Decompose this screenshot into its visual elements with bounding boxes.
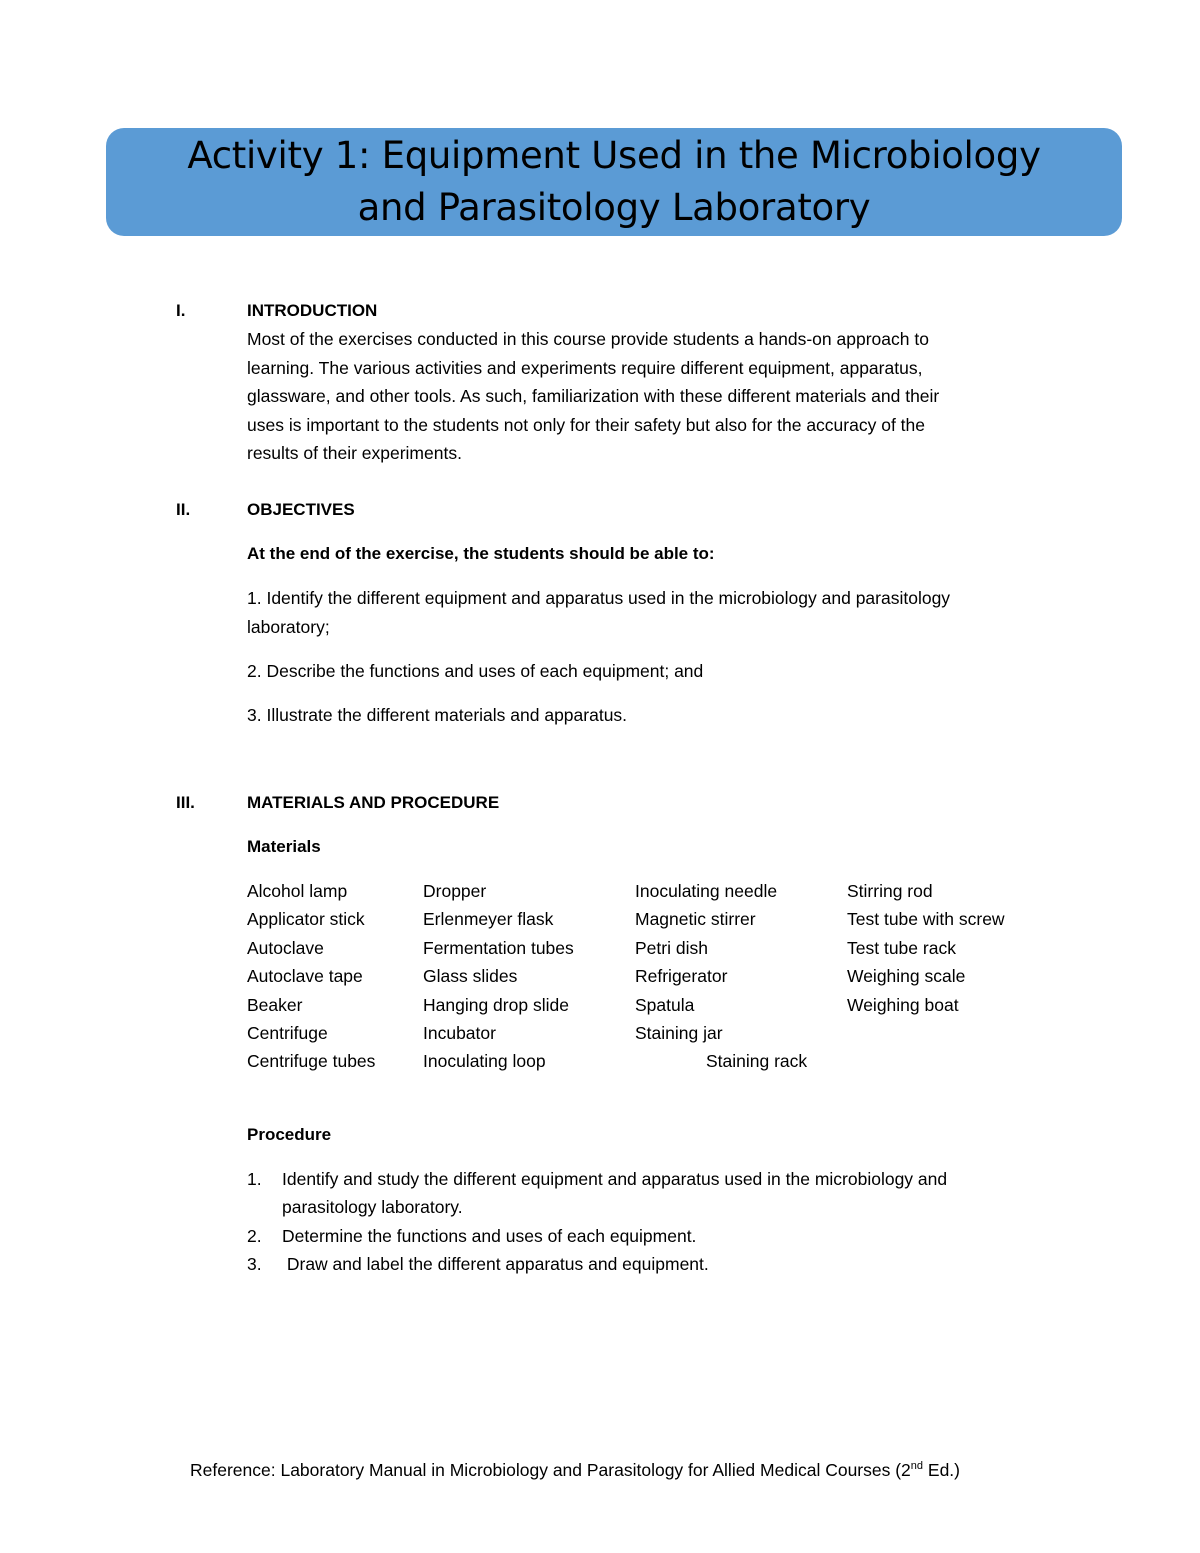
- reference-superscript: nd: [910, 1460, 924, 1473]
- section-heading-materials: MATERIALS AND PROCEDURE: [247, 793, 500, 812]
- procedure-step-text: Draw and label the different apparatus and equipment.: [282, 1254, 709, 1274]
- material-item: Stirring rod: [847, 881, 933, 901]
- procedure-step-text: Identify and study the different equipment and apparatus used in the microbiology and: [282, 1169, 948, 1189]
- materials-column-1: [247, 877, 375, 1076]
- procedure-step-3: [0, 1250, 1200, 1279]
- reference-text: Reference: Laboratory Manual in Microbiology and Parasitology for Allied Medical Courses (2: [190, 1460, 911, 1480]
- intro-line: Most of the exercises conducted in this course provide students a hands-on approach to: [247, 329, 929, 349]
- material-item: Inoculating needle: [635, 881, 778, 901]
- materials-column-2: [423, 877, 574, 1076]
- material-item: Hanging drop slide: [423, 994, 569, 1015]
- activity-title-banner: [106, 128, 1122, 236]
- material-item: Dropper: [423, 881, 487, 901]
- section-heading-objectives: OBJECTIVES: [247, 500, 355, 519]
- intro-line: learning. The various activities and experiments require different equipment, apparatus,: [247, 357, 923, 378]
- section-number-intro: I.: [176, 301, 186, 320]
- material-item: Spatula: [635, 994, 695, 1015]
- section-heading-intro: INTRODUCTION: [247, 301, 378, 320]
- objective-2: 2. Describe the functions and uses of each equipment; and: [247, 661, 704, 681]
- material-item: Erlenmeyer flask: [423, 909, 554, 930]
- material-item: Test tube rack: [847, 937, 956, 958]
- intro-line: glassware, and other tools. As such, familiarization with these different materials and their: [247, 386, 940, 407]
- material-item: Autoclave: [247, 937, 324, 958]
- procedure-step-number: 3.: [247, 1254, 262, 1274]
- material-item: Alcohol lamp: [247, 881, 348, 901]
- material-item: Inoculating loop: [423, 1051, 546, 1072]
- intro-line: results of their experiments.: [247, 443, 462, 464]
- procedure-step-number: 1.: [247, 1169, 262, 1189]
- section-number-objectives: II.: [176, 500, 191, 519]
- reference-text-end: Ed.): [923, 1460, 960, 1480]
- activity-title-line-1: Activity 1: Equipment Used in the Microbiology: [187, 134, 1041, 177]
- material-item: Magnetic stirrer: [635, 909, 756, 930]
- materials-column-4: [847, 877, 1005, 1019]
- material-item: Staining rack: [706, 1051, 808, 1072]
- material-item: Weighing scale: [847, 966, 966, 987]
- reference-footer: [190, 1456, 960, 1484]
- material-item: Petri dish: [635, 937, 708, 958]
- introduction-paragraph: [247, 325, 1057, 468]
- material-item: Beaker: [247, 994, 303, 1015]
- material-item: Staining jar: [635, 1023, 723, 1044]
- objective-1-line-1: 1. Identify the different equipment and apparatus used in the microbiology and parasitology: [247, 588, 951, 608]
- materials-subheading: Materials: [247, 837, 321, 856]
- material-item: Applicator stick: [247, 909, 365, 930]
- procedure-step-text: parasitology laboratory.: [282, 1197, 463, 1218]
- section-number-materials: III.: [176, 793, 195, 812]
- intro-line: uses is important to the students not only for their safety but also for the accuracy of the: [247, 414, 925, 435]
- activity-title-line-2: and Parasitology Laboratory: [357, 186, 871, 229]
- material-item: Centrifuge: [247, 1023, 328, 1044]
- material-item: Incubator: [423, 1023, 496, 1044]
- material-item: Centrifuge tubes: [247, 1051, 376, 1072]
- objective-3: 3. Illustrate the different materials and apparatus.: [247, 705, 628, 725]
- objectives-lead: At the end of the exercise, the students should be able to:: [247, 544, 715, 563]
- procedure-subheading: Procedure: [247, 1125, 332, 1144]
- procedure-step-number: 2.: [247, 1226, 262, 1246]
- material-item: Glass slides: [423, 966, 518, 987]
- material-item: Test tube with screw: [847, 909, 1005, 930]
- objective-1-line-2: laboratory;: [247, 617, 330, 637]
- procedure-step-text: Determine the functions and uses of each equipment.: [282, 1226, 697, 1246]
- material-item: Refrigerator: [635, 966, 728, 987]
- procedure-step-1: [0, 1165, 1200, 1222]
- material-item: Autoclave tape: [247, 966, 363, 987]
- procedure-step-2: [0, 1222, 1200, 1251]
- material-item: Fermentation tubes: [423, 937, 574, 958]
- materials-column-3: [635, 877, 807, 1076]
- material-item: Weighing boat: [847, 994, 959, 1015]
